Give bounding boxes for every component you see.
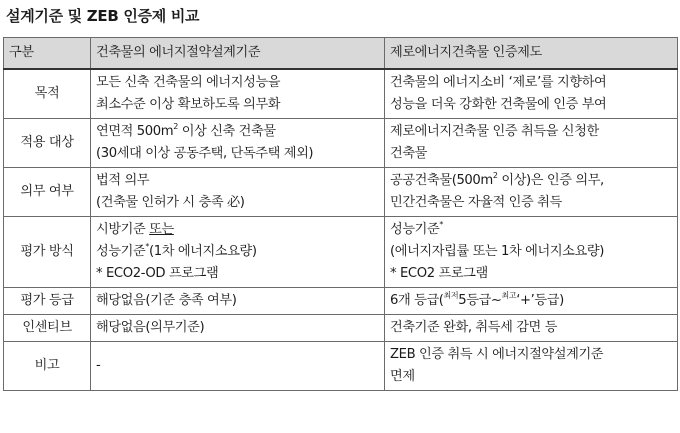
cell-line <box>390 170 673 192</box>
row-label: 비고 <box>4 342 91 391</box>
superscript: 최고 <box>501 291 517 300</box>
zeb-cell <box>385 315 678 342</box>
cell-line: 해당없음(의무기준) <box>96 320 205 335</box>
cell-line: 성능을 더욱 강화한 건축물에 인증 부여 <box>390 97 607 112</box>
superscript: 2 <box>492 171 498 180</box>
design-standard-cell <box>91 69 385 119</box>
text-segment: 시방기준 <box>96 222 150 237</box>
text-segment: 연면적 500m <box>96 124 174 139</box>
cell-line: 건축기준 완화, 취득세 감면 등 <box>390 320 558 335</box>
cell-line: 법적 의무 <box>96 173 150 188</box>
row-label: 평가 방식 <box>4 217 91 288</box>
cell-line: (건축물 인허가 시 충족 必) <box>96 195 245 210</box>
zeb-cell <box>385 342 678 391</box>
document-title: 설계기준 및 ZEB 인증제 비교 <box>6 7 200 25</box>
cell-line: 제로에너지건축물 인증 취득을 신청한 <box>390 124 599 139</box>
cell-line <box>96 121 380 143</box>
cell-line: 민간건축물은 자율적 인증 취득 <box>390 195 562 210</box>
superscript: * <box>145 242 149 251</box>
text-segment: 성능기준 <box>390 222 440 237</box>
cell-line: - <box>96 358 101 373</box>
table-row <box>4 217 678 288</box>
text-segment: 이상 신축 건축물 <box>177 124 276 139</box>
text-segment: 성능기준 <box>96 244 146 259</box>
text-segment: ‘+’등급) <box>516 293 564 308</box>
design-standard-cell <box>91 315 385 342</box>
row-label: 의무 여부 <box>4 168 91 217</box>
design-standard-cell <box>91 217 385 288</box>
table-row <box>4 69 678 119</box>
table-row <box>4 342 678 391</box>
zeb-cell <box>385 288 678 315</box>
cell-line: 최소수준 이상 확보하도록 의무화 <box>96 97 281 112</box>
comparison-table <box>3 37 678 391</box>
table-row <box>4 168 678 217</box>
header-category: 구분 <box>4 38 91 70</box>
table-row <box>4 288 678 315</box>
zeb-cell <box>385 217 678 288</box>
cell-line: 모든 신축 건축물의 에너지성능을 <box>96 75 281 90</box>
cell-line: (30세대 이상 공동주택, 단독주택 제외) <box>96 146 314 161</box>
table-row <box>4 119 678 168</box>
table-row <box>4 315 678 342</box>
cell-line: 건축물 <box>390 146 428 161</box>
table-header-row <box>4 38 678 70</box>
cell-line: (에너지자립률 또는 1차 에너지소요량) <box>390 244 604 259</box>
superscript: * <box>439 220 443 229</box>
zeb-cell <box>385 168 678 217</box>
design-standard-cell <box>91 119 385 168</box>
cell-line: * ECO2 프로그램 <box>390 266 488 281</box>
superscript: 2 <box>173 122 178 131</box>
zeb-cell <box>385 69 678 119</box>
superscript: 최저 <box>443 291 459 300</box>
row-label: 목적 <box>4 69 91 119</box>
row-label: 적용 대상 <box>4 119 91 168</box>
cell-line <box>96 241 380 263</box>
text-segment: 공공건축물(500m <box>390 173 493 188</box>
text-segment: (1차 에너지소요량) <box>148 244 257 259</box>
cell-line: 건축물의 에너지소비 ‘제로’를 지향하여 <box>390 75 607 90</box>
cell-line <box>390 219 673 241</box>
cell-line: 해당없음(기준 충족 여부) <box>96 293 237 308</box>
text-segment: 이상)은 인증 의무, <box>497 173 604 188</box>
design-standard-cell <box>91 288 385 315</box>
design-standard-cell <box>91 168 385 217</box>
text-segment: 6개 등급( <box>390 293 444 308</box>
header-design-standard: 건축물의 에너지절약설계기준 <box>91 38 385 70</box>
design-standard-cell <box>91 342 385 391</box>
text-segment: 5등급~ <box>458 293 502 308</box>
zeb-cell <box>385 119 678 168</box>
cell-line: * ECO2-OD 프로그램 <box>96 266 219 281</box>
cell-line <box>390 290 673 312</box>
cell-line <box>96 219 380 241</box>
header-zeb-certification: 제로에너지건축물 인증제도 <box>385 38 678 70</box>
underlined-text: 또는 <box>149 222 174 237</box>
row-label: 평가 등급 <box>4 288 91 315</box>
cell-line: 면제 <box>390 369 415 384</box>
row-label: 인센티브 <box>4 315 91 342</box>
cell-line: ZEB 인증 취득 시 에너지절약설계기준 <box>390 347 604 362</box>
